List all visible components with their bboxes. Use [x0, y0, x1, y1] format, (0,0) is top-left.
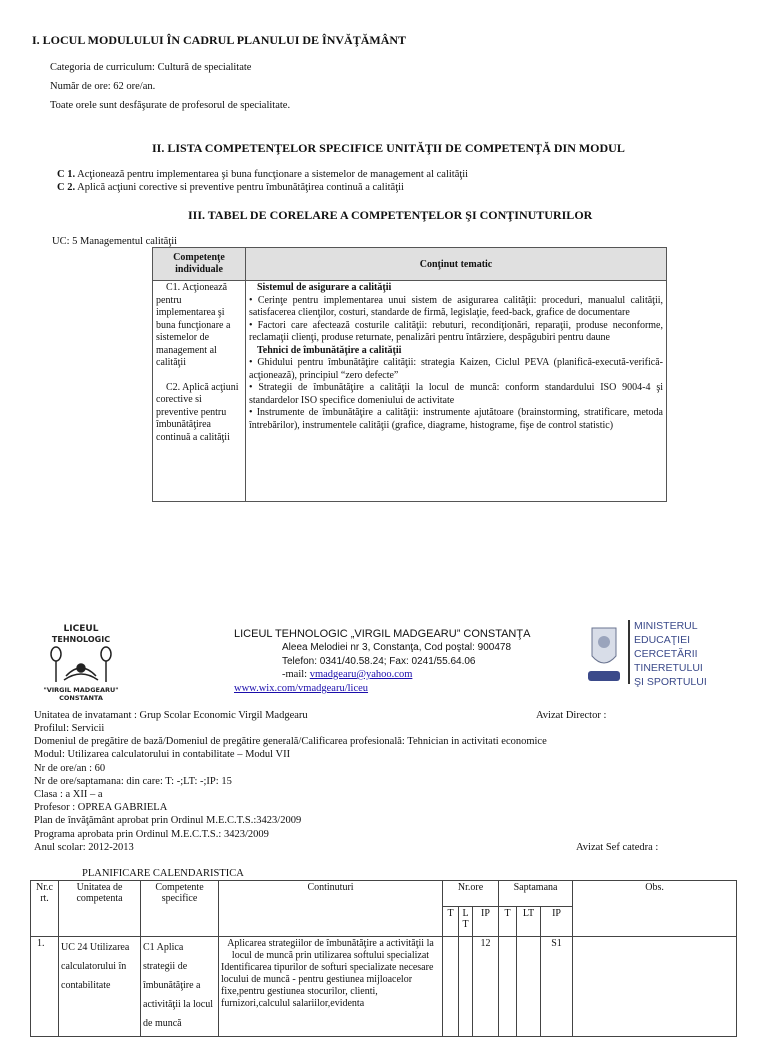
content-cell	[246, 281, 667, 502]
row1-sapt: S1	[541, 937, 573, 1037]
header-saptamana: Saptamana	[499, 881, 573, 907]
torch-icon	[51, 647, 111, 682]
header-content: Conţinut tematic	[246, 248, 667, 281]
sub-lt2: LT	[517, 907, 541, 937]
header-nr: Nr.c rt.	[31, 881, 59, 937]
competence-table	[152, 247, 667, 502]
hours-note: Toate orele sunt desfăşurate de profesorul de specialitate.	[50, 100, 291, 111]
row1-competente: C1 Aplica strategii de îmbunătăţire a activităţii la locul de muncă	[141, 937, 219, 1037]
planning-title: PLANIFICARE CALENDARISTICA	[82, 868, 244, 879]
ministry-line-3: CERCETĂRII	[634, 648, 698, 660]
block2-item-2: • Strategii de îmbunătăţire a calităţii la locul de muncă: conform standardului ISO 9004-4 şi standardelor ISO specifice domeniului de activitate	[249, 382, 663, 406]
block2-title: Tehnici de îmbunătăţire a calităţii	[257, 344, 402, 356]
info-plan: Plan de învăţământ aprobat prin Ordinul M.E.C.T.S.:3423/2009	[34, 815, 302, 826]
info-profile: Profilul: Servicii	[34, 723, 105, 734]
info-domain: Domeniul de pregătire de bază/Domeniul de pregătire generală/Calificarea profesională: Tehnician in activitati economice	[34, 736, 547, 747]
header-competente: Competente specifice	[141, 881, 219, 937]
row1-t	[443, 937, 459, 1037]
info-programa: Programa aprobata prin Ordinul M.E.C.T.S.: 3423/2009	[34, 829, 269, 840]
info-hours-week: Nr de ore/saptamana: din care: T: -;LT: -;IP: 15	[34, 776, 232, 787]
section-title-1: I. LOCUL MODULULUI ÎN CADRUL PLANULUI DE ÎNVĂŢĂMÂNT	[32, 33, 407, 47]
header-continuturi: Continuturi	[219, 881, 443, 937]
row1-t2	[499, 937, 517, 1037]
row1-unitate: UC 24 Utilizarea calculatorului în contabilitate	[59, 937, 141, 1037]
school-logo-graphic	[36, 620, 126, 702]
website-link[interactable]: www.wix.com/vmadgearu/liceu	[234, 683, 369, 694]
aviz-director: Avizat Director :	[536, 710, 607, 721]
info-teacher: Profesor : OPREA GABRIELA	[34, 802, 168, 813]
header-unitate: Unitatea de competenta	[59, 881, 141, 937]
c2-text: Aplică acţiuni corective si preventive pentru îmbunătăţirea continuă a calităţii	[77, 182, 404, 193]
hours-count: Număr de ore: 62 ore/an.	[50, 81, 156, 92]
logo-text-mid: TEHNOLOGIC	[51, 635, 111, 644]
email-link[interactable]: vmadgearu@yahoo.com	[309, 669, 413, 680]
block1-title: Sistemul de asigurare a calităţii	[257, 282, 392, 293]
block2-item-3: • Instrumente de îmbunătăţire a calităţii: instrumente ajutătoare (brainstorming, stratificare, metoda întrebărilor), instrumentele calităţii (grafice, diagrame, histograme, fişe de control statistic)	[249, 407, 663, 431]
school-logo	[36, 620, 126, 702]
table-row	[31, 937, 737, 1037]
row1-lt	[459, 937, 473, 1037]
c1-label: C 1.	[57, 169, 76, 180]
section-title-2: II. LISTA COMPETENŢELOR SPECIFICE UNITĂŢII DE COMPETENŢĂ DIN MODUL	[152, 141, 625, 155]
c1-text: Acţionează pentru implementarea şi buna funcţionare a sistemelor de management al calităţii	[77, 169, 469, 180]
header-nrore: Nr.ore	[443, 881, 499, 907]
row1-continuturi	[219, 937, 443, 1037]
sub-t2: T	[499, 907, 517, 937]
ministry-logo	[578, 616, 763, 688]
row1-continut-2: Identificarea tipurilor de softuri specializate necesare locului de muncă - pentru gestiunea mijloacelor fixe,pentru gestiunea stocurilor, clienti, furnizori,calculul salariilor,evidenta	[221, 962, 434, 1009]
block1-item-1: • Cerinţe pentru implementarea unui sistem de asigurarea calităţii: proceduri, manualul calităţii, satisfacerea clienţilor, costuri, standarde de firmă, legislaţie, feed-back, grafice de documentare	[249, 294, 663, 318]
logo-text-bottom2: CONSTANTA	[59, 694, 103, 702]
ministry-line-5: ŞI SPORTULUI	[634, 676, 707, 688]
section-title-3: III. TABEL DE CORELARE A COMPETENŢELOR ŞI CONŢINUTURILOR	[188, 208, 593, 222]
sub-t: T	[443, 907, 459, 937]
info-hours-year: Nr de ore/an : 60	[34, 763, 106, 774]
curriculum-category: Categoria de curriculum: Cultură de specialitate	[50, 62, 252, 73]
ministry-line-4: TINERETULUI	[634, 662, 703, 674]
school-name: LICEUL TEHNOLOGIC „VIRGIL MADGEARU” CONSTANŢA	[234, 628, 531, 640]
school-phone: Telefon: 0341/40.58.24; Fax: 0241/55.64.06	[282, 656, 476, 667]
mail-label: -mail:	[282, 669, 310, 680]
competence-1-text: C1. Acţionează pentru implementarea şi buna funcţionare a sistemelor de management al calităţii	[156, 282, 231, 368]
sub-lt: L T	[459, 907, 473, 937]
uc-label: UC: 5 Managementul calităţii	[52, 236, 178, 247]
row1-continut-1: Aplicarea strategiilor de îmbunătăţire a activităţii la locul de muncă prin utilizarea softului specializat	[227, 938, 434, 961]
planning-table	[30, 880, 737, 1037]
competence-c2	[57, 182, 404, 193]
sub-ip2: IP	[541, 907, 573, 937]
info-class: Clasa : a XII – a	[34, 789, 103, 800]
header-obs: Obs.	[573, 881, 737, 937]
row1-nr: 1.	[31, 937, 59, 1037]
logo-text-top: LICEUL	[63, 624, 99, 634]
school-email	[282, 669, 412, 680]
row1-lt2	[517, 937, 541, 1037]
coat-of-arms-icon	[588, 628, 620, 681]
info-module: Modul: Utilizarea calculatorului in contabilitate – Modul VII	[34, 749, 291, 760]
competence-c1	[57, 169, 468, 180]
block1-item-2: • Factori care afectează costurile calităţii: rebuturi, recondiţionări, reparaţii, produse neconforme, reclamaţii clienţi, produse returnate, penalizări pentru întârziere, despăgubiri pentru daune	[249, 319, 663, 343]
sub-ip: IP	[473, 907, 499, 937]
row1-ip: 12	[473, 937, 499, 1037]
aviz-sef-catedra: Avizat Sef catedra :	[576, 842, 659, 853]
school-address: Aleea Melodiei nr 3, Constanţa, Cod poştal: 900478	[282, 642, 512, 653]
info-year: Anul scolar: 2012-2013	[34, 842, 134, 853]
block2-item-1: • Ghidului pentru îmbunătăţire calităţii: strategia Kaizen, Ciclul PEVA (planifică-execută-verifică-acţionează), principiul “zero defecte”	[249, 357, 663, 381]
ministry-line-1: MINISTERUL	[634, 620, 698, 632]
c2-label: C 2.	[57, 182, 76, 193]
competences-cell	[153, 281, 246, 502]
header-competences: Competenţe individuale	[153, 248, 246, 281]
competence-2-text: C2. Aplică acţiuni corective si preventive pentru îmbunătăţirea continuă a calităţii	[156, 381, 239, 443]
row1-obs	[573, 937, 737, 1037]
logo-text-bottom1: "VIRGIL MADGEARU"	[43, 686, 119, 694]
ministry-logo-graphic	[578, 616, 763, 688]
info-unit: Unitatea de invatamant : Grup Scolar Economic Virgil Madgearu	[34, 710, 308, 721]
ministry-line-2: EDUCAŢIEI	[634, 634, 691, 646]
